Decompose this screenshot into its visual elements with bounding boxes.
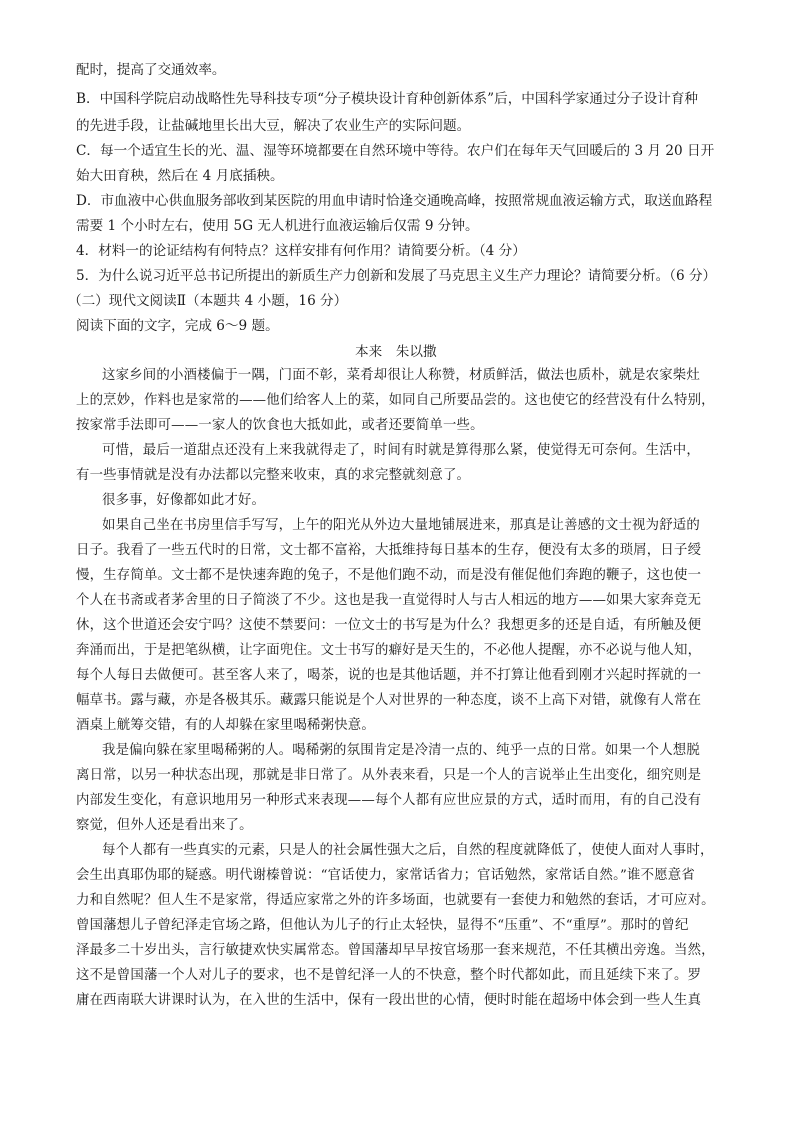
section-heading: （二）现代文阅读Ⅱ（本题共 4 小题，16 分） xyxy=(68,293,348,309)
article-line: 察觉，但外人还是看出来了。 xyxy=(76,818,253,833)
article-line: 酒桌上觥筹交错，有的人却躲在家里喝稀粥快意。 xyxy=(76,718,375,733)
article-line: 内部发生变化，有意识地用另一种形式来表现——每个人都有应世应景的方式，适时而用，有的自己没有 xyxy=(76,793,702,808)
article-line: 庸在西南联大讲课时认为，在入世的生活中，保有一段出世的心情，便时时能在超场中体会到一些人生真 xyxy=(76,993,702,1008)
article-line: 可惜，最后一道甜点还没有上来我就得走了，时间有时就是算得那么紧，使觉得无可奈何。生活中， xyxy=(102,443,700,458)
article-line: 这家乡间的小酒楼偏于一隅，门面不彰，菜肴却很让人称赞，材质鲜活，做法也质朴，就是农家柴灶 xyxy=(102,368,700,383)
article-line: 泽最多二十岁出头，言行敏捷欢快实属常态。曾国藩却早早按官场那一套来规范，不任其横出旁逸。当然， xyxy=(76,943,715,958)
article-line: 力和自然呢？但人生不是家常，得适应家常之外的许多场面，也就要有一套使力和勉然的套话，才可应对。 xyxy=(76,893,715,908)
article-line: 每个人都有一些真实的元素，只是人的社会属性强大之后，自然的程度就降低了，使使人面对人事时， xyxy=(102,843,714,858)
option-d-line: 需要 1 个小时左右，使用 5G 无人机进行血液运输后仅需 9 分钟。 xyxy=(76,218,479,234)
option-b-line: B．中国科学院启动战略性先导科技专项“分子模块设计育种创新体系”后，中国科学家通过分子设计育种 xyxy=(76,91,699,107)
question-4: 4．材料一的论证结构有何特点？这样安排有何作用？请简要分析。（4 分） xyxy=(76,243,526,259)
option-c-line: 始大田育秧，然后在 4 月底插秧。 xyxy=(76,168,284,184)
question-5: 5．为什么说习近平总书记所提出的新质生产力创新和发展了马克思主义生产力理论？请简要分析。（6 分） xyxy=(76,268,717,284)
article-title: 本来 朱以撒 xyxy=(355,344,437,360)
article-line: 我是偏向躲在家里喝稀粥的人。喝稀粥的氛围肯定是冷清一点的、纯乎一点的日常。如果一个人想脱 xyxy=(102,743,700,758)
reading-instruction: 阅读下面的文字，完成 6～9 题。 xyxy=(76,318,279,334)
article-line: 慢，生存简单。文士都不是快速奔跑的兔子，不是他们跑不动，而是没有催促他们奔跑的鞭子，这也使一 xyxy=(76,568,702,583)
article-line: 有一些事情就是没有办法都以完整来收束，真的求完整就刻意了。 xyxy=(76,468,471,483)
article-line: 如果自己坐在书房里信手写写，上午的阳光从外边大量地铺展进来，那真是让善感的文士视为舒适的 xyxy=(102,518,700,533)
article-line: 日子。我看了一些五代时的日常，文士都不富裕，大抵维持每日基本的生存，便没有太多的琐屑，日子绶 xyxy=(76,543,702,558)
article-line: 休，这个世道还会安宁吗？这使不禁要问：一位文士的书写是为什么？我想更多的还是自适，有所触及便 xyxy=(76,618,702,633)
article-line: 上的烹妙，作料也是家常的——他们给客人上的菜，如同自己所要品尝的。这也使它的经营没有什么特别， xyxy=(76,393,715,408)
article-line: 会生出真耶伪耶的疑惑。明代谢榛曾说：“官话使力，家常话省力；官话勉然，家常话自然。”谁不愿意省 xyxy=(76,868,695,883)
article-line: 按家常手法即可——一家人的饮食也大抵如此，或者还要简单一些。 xyxy=(76,418,484,433)
option-c-line: C．每一个适宜生长的光、温、湿等环境都要在自然环境中等待。农户们在每年天气回暖后的 3 月 20 日开 xyxy=(76,143,715,159)
article-line: 曾国藩想儿子曾纪泽走官场之路，但他认为儿子的行止太轻快，显得不“压重”、不“重厚”。那时的曾纪 xyxy=(76,918,689,933)
article-line: 每个人每日去做便可。甚至客人来了，喝茶，说的也是其他话题，并不打算让他看到刚才兴起时挥就的一 xyxy=(76,668,702,683)
article-line: 这不是曾国藩一个人对儿子的要求，也不是曾纪泽一人的不快意，整个时代都如此，而且延续下来了。罗 xyxy=(76,968,702,983)
article-line: 个人在书斋或者茅舍里的日子简淡了不少。这也是我一直觉得时人与古人相远的地方——如果大家奔竞无 xyxy=(76,593,702,608)
article-line: 奔涌而出，于是把笔纵横，让字面兜住。文士书写的癖好是天生的，不必他人提醒，亦不必说与他人知， xyxy=(76,643,702,658)
option-b-line: 的先进手段，让盐碱地里长出大豆，解决了农业生产的实际问题。 xyxy=(76,118,471,134)
option-d-line: D．市血液中心供血服务部收到某医院的用血申请时恰逢交通晚高峰，按照常规血液运输方式，取送血路程 xyxy=(76,193,713,209)
question-line: 配时，提高了交通效率。 xyxy=(76,62,226,78)
article-line: 很多事，好像都如此才好。 xyxy=(102,493,266,508)
article-line: 离日常，以另一种状态出现，那就是非日常了。从外表来看，只是一个人的言说举止生出变化，细究则是 xyxy=(76,768,702,783)
article-line: 幅草书。露与藏，亦是各极其乐。藏露只能说是个人对世界的一种态度，谈不上高下对错，就像有人常在 xyxy=(76,693,702,708)
